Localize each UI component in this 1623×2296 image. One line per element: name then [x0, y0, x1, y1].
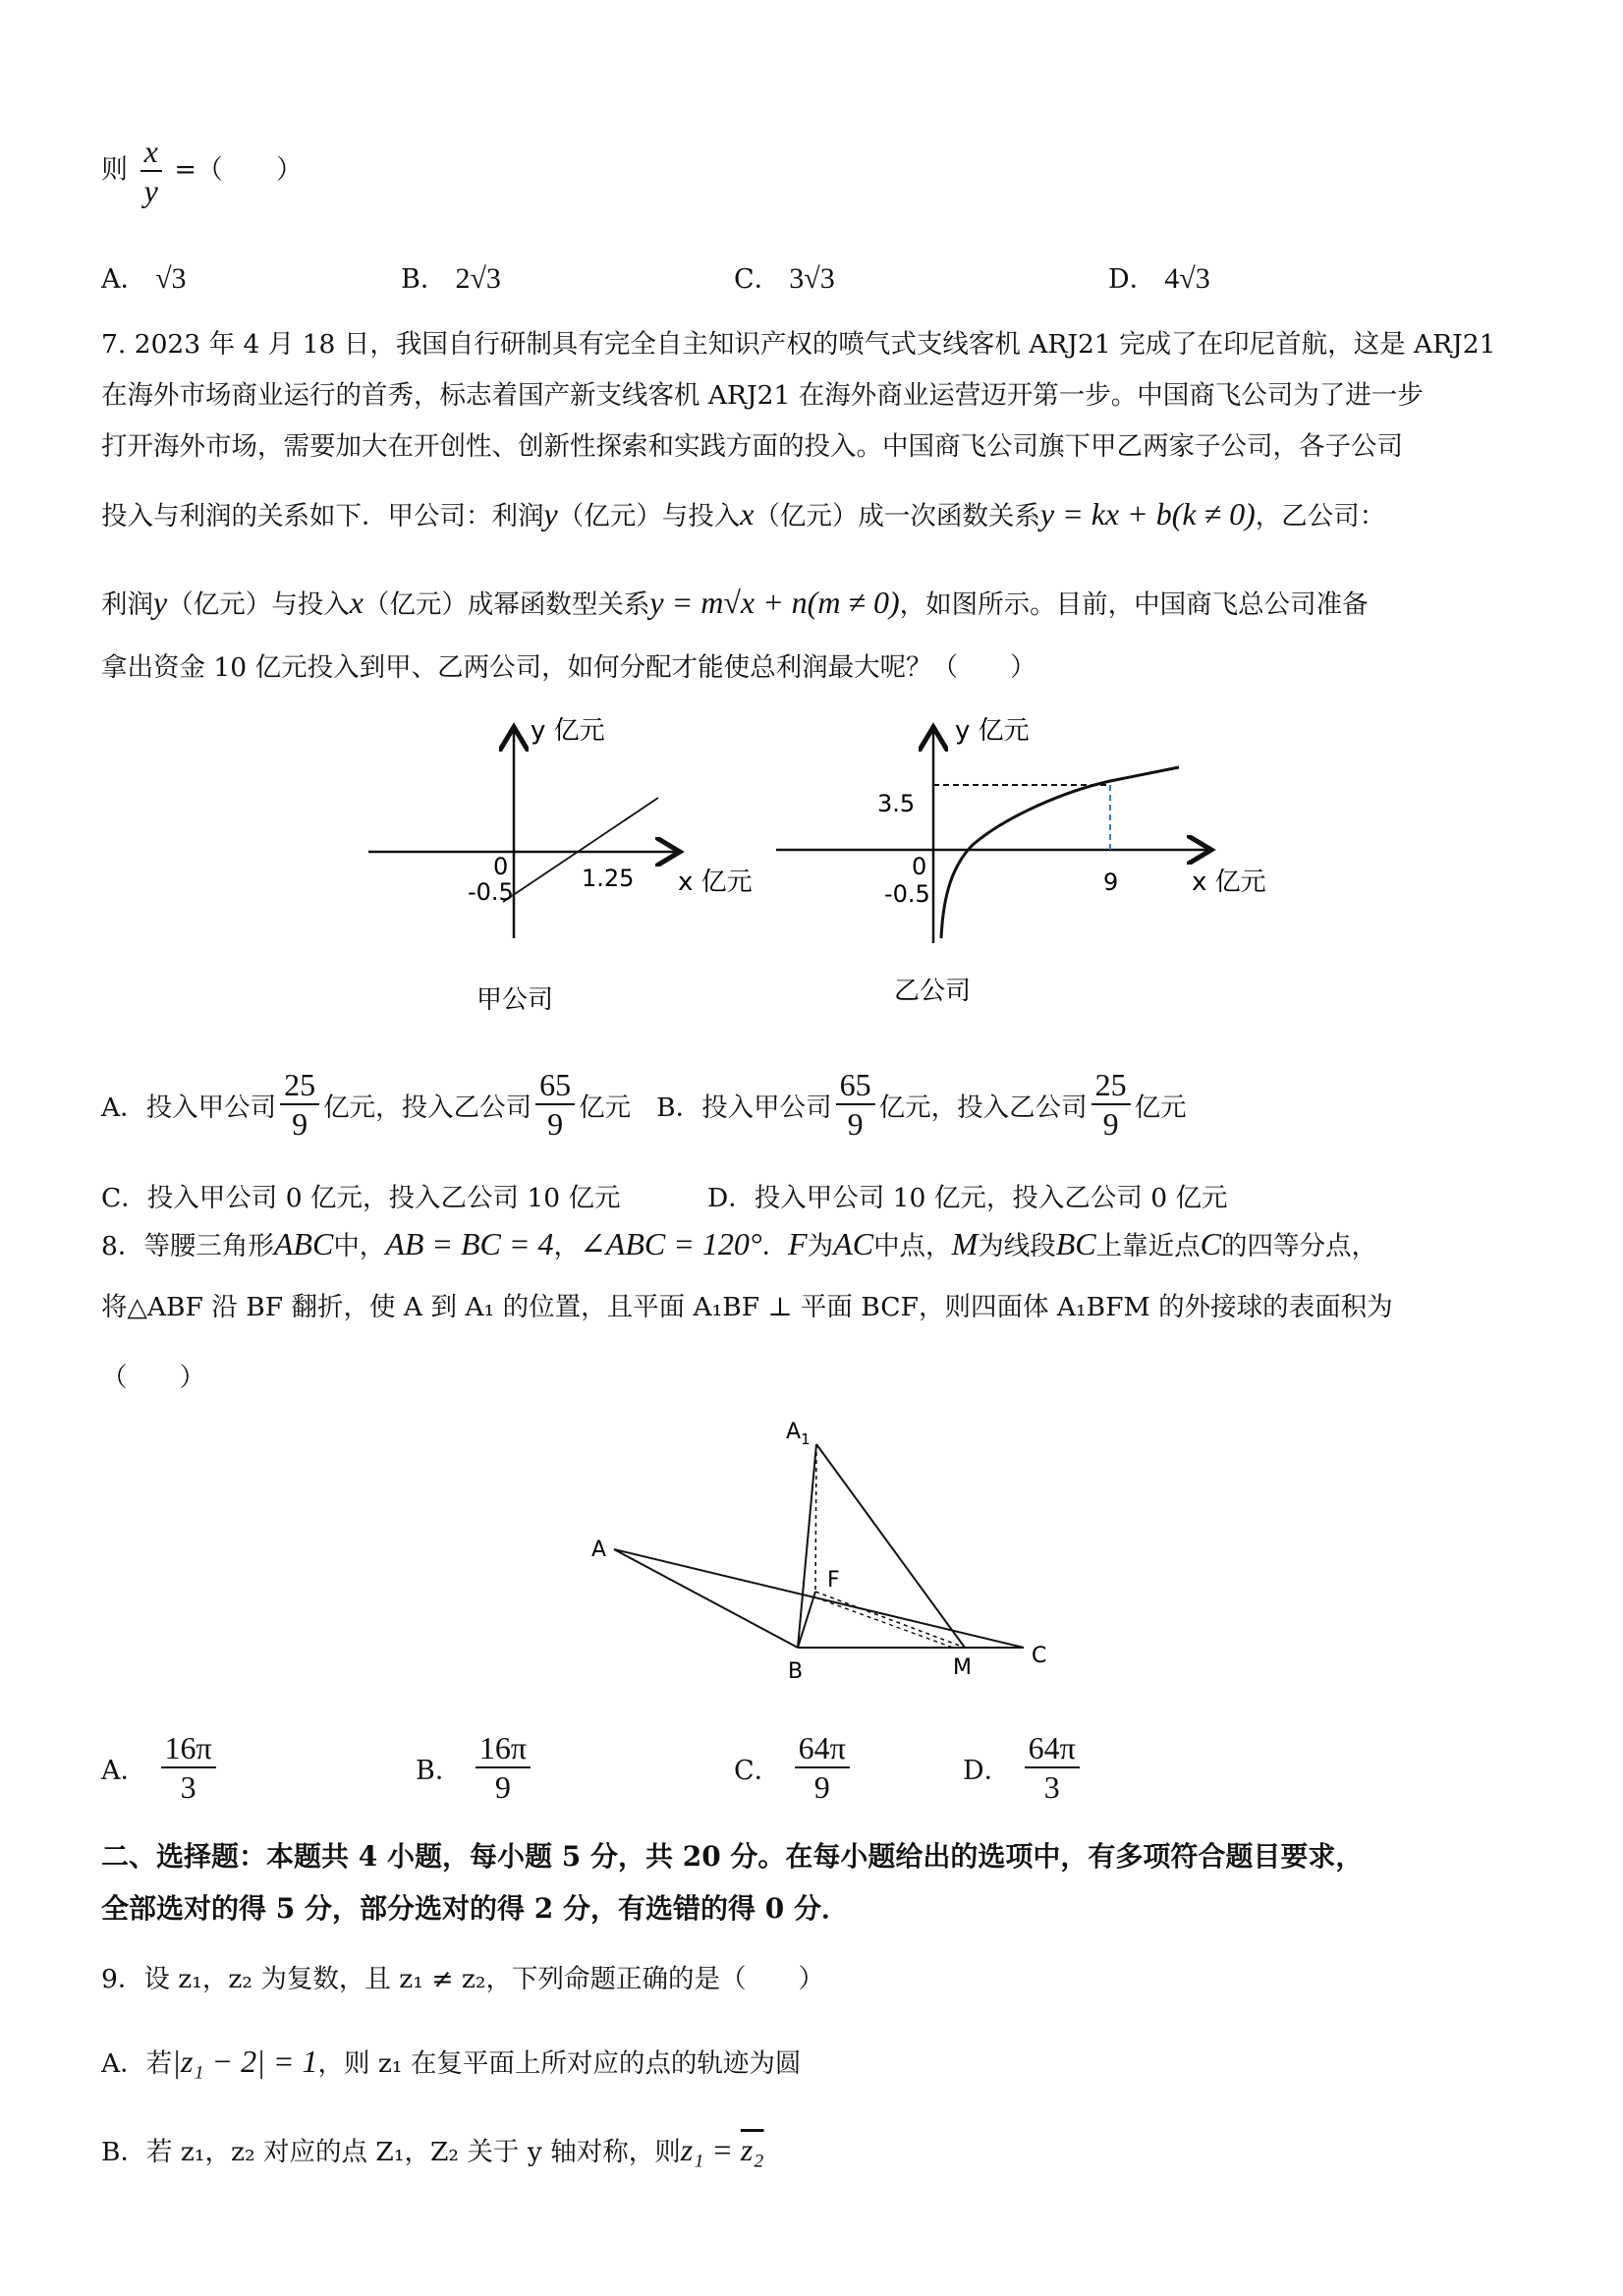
graph-b-x-mark: 9 [1103, 868, 1119, 896]
q7-line-4-b: （亿元）与投入 [557, 501, 741, 532]
graph-b-x-label: x 亿元 [1192, 868, 1266, 897]
graph-b-y-intercept: -0.5 [884, 880, 930, 908]
q7-opt-a-frac-2 [535, 1066, 575, 1143]
q8-option-d-den: 3 [1043, 1769, 1060, 1805]
q9-option-a [101, 2044, 801, 2082]
q7-opt-b-n1: 65 [836, 1066, 875, 1105]
q8-option-c-frac [795, 1729, 850, 1806]
q8-l1-p: C [1200, 1226, 1221, 1261]
q7-line-2: 在海外市场商业运行的首秀，标志着国产新支线客机 ARJ21 在海外商业运营迈开第一步。中国商飞公司为了进一步 [101, 380, 1424, 411]
q6-option-d-label: D． [1108, 264, 1156, 295]
q6-option-c-label: C． [734, 264, 781, 295]
q7-line-5 [101, 585, 1369, 623]
q6-option-a [101, 257, 187, 296]
graph-a-x-intercept: 1.25 [582, 865, 635, 892]
q6-prefix: 则 [101, 154, 128, 186]
q7-opt-a-t2: 亿元，投入乙公司 [323, 1092, 532, 1123]
q8-option-a-num: 16π [161, 1729, 216, 1768]
q8-l1-g: ． [761, 1231, 789, 1261]
graph-a-origin: 0 [493, 853, 509, 880]
q8-option-a-label: A． [101, 1755, 147, 1786]
graph-b-origin: 0 [912, 853, 927, 880]
q6-frac-num: x [140, 133, 162, 172]
q6-fraction [140, 133, 162, 209]
graph-company-a [364, 717, 776, 1022]
q8-l1-j: AC [833, 1226, 874, 1261]
q8-l1-q: 的四等分点， [1220, 1231, 1377, 1261]
q9-option-b [101, 2132, 763, 2170]
q7-opt-a-n2: 65 [535, 1066, 575, 1105]
q6-option-c-value: 3√3 [789, 262, 835, 295]
graph-b-caption: 乙公司 [894, 977, 972, 1006]
q8-label-a1-main: A [786, 1420, 802, 1444]
q8-line-3: （ ） [101, 1363, 205, 1393]
q7-opt-a-n1: 25 [280, 1066, 319, 1105]
section-2-heading-line-1: 二、选择题：本题共 4 小题，每小题 5 分，共 20 分。在每小题给出的选项中，有多项符合题目要求， [101, 1840, 1364, 1873]
q7-line-6: 拿出资金 10 亿元投入到甲、乙两公司，如何分配才能使总利润最大呢？（ ） [101, 652, 1036, 683]
q8-l1-n: BC [1055, 1226, 1096, 1261]
q6-option-d [1108, 257, 1210, 296]
q9-opt-a-formula: |z₁ − 2| = 1 [172, 2044, 318, 2079]
q7-line-5-a: 利润 [101, 589, 153, 620]
q8-edge-a-b [614, 1549, 798, 1648]
q8-l1-f: ∠ABC = 120° [579, 1226, 762, 1261]
q8-option-b [416, 1729, 534, 1806]
q7-line-5-c: （亿元）成幂函数型关系 [363, 589, 650, 620]
q8-l1-b: ABC [273, 1226, 334, 1261]
q9-stem: 9．设 z₁，z₂ 为复数，且 z₁ ≠ z₂，下列命题正确的是（ ） [101, 1964, 825, 1994]
q7-opt-b-frac-1 [836, 1066, 875, 1143]
q8-line-1 [101, 1226, 1377, 1264]
q7-line-4-d: ，乙公司： [1255, 501, 1386, 532]
q8-dashed-f-m-2 [815, 1597, 953, 1648]
q8-l1-d: AB = BC = 4 [385, 1226, 554, 1261]
q8-label-m: M [953, 1655, 972, 1680]
graph-a-y-intercept: -0.5 [468, 878, 514, 906]
q7-line-4-a: 投入与利润的关系如下．甲公司：利润 [101, 501, 544, 532]
q6-option-b-label: B． [401, 264, 447, 295]
q8-l1-k: 中点， [873, 1231, 952, 1261]
q7-opt-a-t1: 投入甲公司 [145, 1092, 277, 1123]
q7-line-5-d: ，如图所示。目前，中国商飞总公司准备 [899, 589, 1369, 620]
q8-label-a1-sub: 1 [801, 1430, 811, 1448]
q7-line-4 [101, 496, 1385, 534]
q7-var-x-2: x [349, 585, 364, 620]
q8-option-b-num: 16π [476, 1729, 531, 1768]
q7-opt-b-d2: 9 [1102, 1106, 1119, 1142]
q9-opt-a-2: ，则 z₁ 在复平面上所对应的点的轨迹为圆 [317, 2048, 802, 2079]
q8-option-b-den: 9 [494, 1769, 511, 1805]
q7-opt-a-frac-1 [280, 1066, 319, 1143]
q7-linear-formula: y = kx + b(k ≠ 0) [1039, 496, 1256, 532]
graph-company-b [771, 717, 1282, 1022]
q7-power-formula: y = m√x + n(m ≠ 0) [649, 585, 900, 620]
q6-option-b-value: 2√3 [455, 262, 501, 295]
q8-label-b: B [788, 1659, 804, 1684]
graph-a-x-label: x 亿元 [678, 868, 753, 897]
q8-option-c-den: 9 [813, 1769, 830, 1805]
q8-option-d-label: D． [963, 1755, 1011, 1786]
q8-option-c-num: 64π [795, 1729, 850, 1768]
q7-opt-b-t2: 亿元，投入乙公司 [878, 1092, 1088, 1123]
q6-suffix: =（ ） [174, 154, 304, 186]
q8-option-a-frac [161, 1729, 216, 1806]
q7-line-1: 7. 2023 年 4 月 18 日，我国自行研制具有完全自主知识产权的喷气式支线客机 ARJ21 完成了在印尼首航，这是 ARJ21 [101, 329, 1496, 360]
graph-b-y-label: y 亿元 [955, 717, 1030, 746]
q8-l1-o: 上靠近点 [1095, 1231, 1201, 1261]
q7-opt-b-t1: 投入甲公司 [701, 1092, 832, 1123]
q8-option-d-frac [1025, 1729, 1080, 1806]
graph-a-caption: 甲公司 [476, 985, 554, 1015]
graph-a-line [503, 798, 658, 902]
q8-option-b-frac [476, 1729, 531, 1806]
q7-line-3: 打开海外市场，需要加大在开创性、创新性探索和实践方面的投入。中国商飞公司旗下甲乙两家子公司，各子公司 [101, 431, 1403, 462]
q9-opt-a-1: A．若 [101, 2048, 173, 2079]
graph-b-curve [941, 767, 1179, 938]
q8-l1-e: ， [553, 1231, 580, 1261]
q7-opt-a-label: A． [101, 1092, 146, 1123]
q8-label-f: F [827, 1568, 840, 1593]
q9-opt-b-formula-left: z₁ = [680, 2132, 741, 2167]
graph-a-y-label: y 亿元 [531, 717, 605, 746]
q6-option-d-value: 4√3 [1164, 262, 1210, 295]
q8-edge-a1-m [816, 1444, 965, 1648]
q7-line-5-b: （亿元）与投入 [167, 589, 350, 620]
section-2-heading-line-2: 全部选对的得 5 分，部分选对的得 2 分，有选错的得 0 分． [101, 1892, 849, 1925]
q6-option-b [401, 257, 501, 296]
q7-opt-a-d2: 9 [547, 1106, 564, 1142]
q6-option-a-value: √3 [155, 262, 187, 295]
q7-var-x: x [740, 496, 755, 532]
q6-option-a-label: A． [101, 264, 147, 295]
q8-label-a1 [786, 1420, 811, 1448]
q8-l1-i: 为 [807, 1231, 834, 1261]
q8-option-a [101, 1729, 220, 1806]
q7-opt-b-label: B． [656, 1092, 702, 1123]
q8-tetrahedron-figure [580, 1415, 1071, 1700]
q7-option-d: D．投入甲公司 10 亿元，投入乙公司 0 亿元 [707, 1183, 1228, 1213]
q7-opt-b-d1: 9 [847, 1106, 864, 1142]
q6-option-c [734, 257, 835, 296]
q7-opt-b-n2: 25 [1091, 1066, 1131, 1105]
q8-label-a: A [591, 1538, 607, 1562]
q7-var-y-2: y [153, 585, 168, 620]
q7-opt-a-d1: 9 [292, 1106, 308, 1142]
q7-opt-b-t3: 亿元 [1134, 1092, 1187, 1123]
q8-option-c-label: C． [734, 1755, 781, 1786]
q9-opt-b-conjugate: z₂ [740, 2132, 764, 2167]
q8-line-2: 将△ABF 沿 BF 翻折，使 A 到 A₁ 的位置，且平面 A₁BF ⊥ 平面 BCF，则四面体 A₁BFM 的外接球的表面积为 [101, 1292, 1393, 1322]
q7-var-y: y [543, 496, 558, 532]
q7-opt-b-frac-2 [1091, 1066, 1131, 1143]
q8-option-d [963, 1729, 1084, 1806]
q8-option-c [734, 1729, 854, 1806]
q7-line-4-c: （亿元）成一次函数关系 [754, 501, 1040, 532]
q8-label-c: C [1032, 1644, 1047, 1668]
graph-b-y-mark: 3.5 [877, 790, 916, 817]
q8-l1-h: F [788, 1226, 808, 1261]
q8-option-a-den: 3 [180, 1769, 196, 1805]
q6-fraction-line [101, 133, 303, 209]
q7-opt-a-t3: 亿元 [579, 1092, 632, 1123]
q8-l1-c: 中， [333, 1231, 386, 1261]
q8-dashed-f-m-1 [815, 1592, 965, 1648]
q8-option-d-num: 64π [1025, 1729, 1080, 1768]
q7-option-c: C．投入甲公司 0 亿元，投入乙公司 10 亿元 [101, 1183, 621, 1213]
q8-dashed-a1-f [815, 1444, 816, 1592]
q7-options-ab [101, 1066, 1187, 1143]
q8-option-b-label: B． [416, 1755, 462, 1786]
q8-l1-l: M [951, 1226, 979, 1261]
q8-l1-a: 8．等腰三角形 [101, 1231, 274, 1261]
q8-l1-m: 为线段 [978, 1231, 1056, 1261]
q6-frac-den: y [143, 173, 158, 208]
q9-opt-b-1: B．若 z₁，z₂ 对应的点 Z₁，Z₂ 关于 y 轴对称，则 [101, 2137, 681, 2167]
